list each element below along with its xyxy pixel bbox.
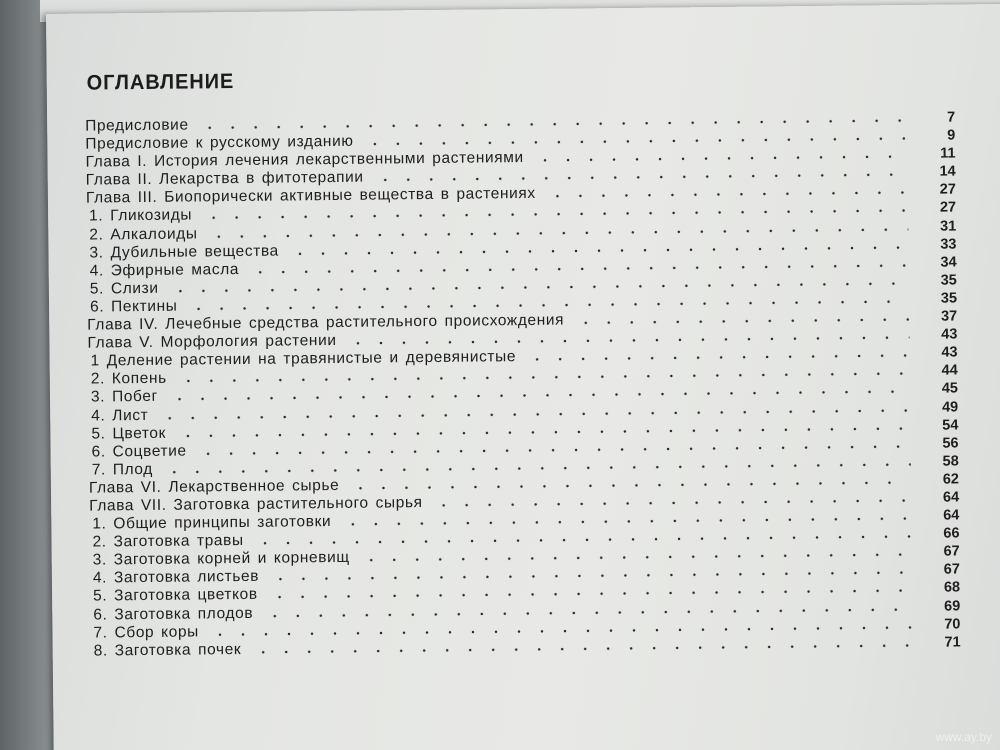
toc-page-number: 71 xyxy=(944,634,961,651)
toc-page-number: 14 xyxy=(939,163,956,180)
dot-leader xyxy=(546,191,908,198)
toc-entry-title: 1. Гликозиды xyxy=(89,206,193,226)
toc-page-number: 27 xyxy=(939,199,957,217)
page-title: ОГЛАВЛЕНИЕ xyxy=(86,70,235,95)
toc-entry-title: 1 Деление растении на травянистые и деревянистые xyxy=(90,348,517,370)
toc-entry-title: 3. Дубильные вещества xyxy=(89,242,279,262)
toc-page-number: 67 xyxy=(943,561,960,578)
book-page xyxy=(46,4,1000,750)
toc-entry-title: 4. Эфирные масла xyxy=(89,260,240,280)
toc-entry-title: 4. Лист xyxy=(91,406,149,425)
toc-entry-title: Глава VII. Заготовка растительного сырья xyxy=(89,494,423,515)
toc-page-number: 64 xyxy=(942,489,960,506)
toc-page-number: 37 xyxy=(940,308,958,325)
toc-entry-title: 7. Плод xyxy=(91,460,153,479)
dot-leader xyxy=(574,318,909,325)
toc-page-number: 62 xyxy=(942,471,960,488)
toc-entry-title: Глава IV. Лечебные средства растительного происхождения xyxy=(87,311,565,334)
toc-entry-title: Предисловие к русскому изданию xyxy=(85,132,354,153)
toc-entry-title: Предисловие xyxy=(85,116,189,135)
table-of-contents xyxy=(85,108,961,660)
toc-page-number: 33 xyxy=(940,236,957,253)
toc-page-number: 69 xyxy=(944,597,961,615)
toc-page-number: 31 xyxy=(940,218,957,235)
toc-page-number: 35 xyxy=(940,290,958,307)
dot-leader xyxy=(346,336,909,345)
dot-leader xyxy=(374,173,908,182)
toc-entry-title: Глава VI. Лекарственное сырье xyxy=(88,476,340,497)
dot-leader xyxy=(526,354,910,361)
toc-entry-title: 5. Цветок xyxy=(91,424,167,443)
toc-page-number: 70 xyxy=(944,616,961,633)
toc-page-number: 43 xyxy=(941,326,958,343)
toc-page-number: 35 xyxy=(940,272,957,289)
toc-page-number: 34 xyxy=(940,254,957,271)
toc-page-number: 45 xyxy=(941,380,959,398)
toc-page-number: 58 xyxy=(942,453,959,470)
toc-page-number: 54 xyxy=(942,417,959,434)
toc-page-number: 56 xyxy=(942,435,959,452)
toc-page-number: 11 xyxy=(940,145,956,162)
toc-entry-title: 5. Заготовка цветков xyxy=(93,586,258,605)
dot-leader xyxy=(534,155,908,162)
toc-entry-title: 2. Заготовка травы xyxy=(92,532,244,551)
toc-entry-title: 6. Соцветие xyxy=(91,442,187,461)
toc-entry-title: 6. Заготовка плодов xyxy=(93,604,254,624)
toc-page-number: 66 xyxy=(943,525,960,542)
toc-page-number: 64 xyxy=(943,507,960,524)
toc-page-number: 27 xyxy=(939,181,956,199)
watermark: www.ay.by xyxy=(935,730,992,744)
toc-entry-title: 8. Заготовка почек xyxy=(93,640,242,660)
dot-leader xyxy=(349,481,911,490)
toc-page-number: 7 xyxy=(946,109,956,126)
toc-page-number: 67 xyxy=(943,543,960,560)
toc-entry-title: 6. Пектины xyxy=(89,297,178,316)
dot-leader xyxy=(360,553,912,562)
toc-entry-title: Глава V. Морфология растении xyxy=(87,332,337,352)
toc-entry-title: Глава III. Биопорически активные вещества в растениях xyxy=(85,185,536,207)
dot-leader xyxy=(432,499,911,507)
toc-page-number: 68 xyxy=(943,579,961,597)
dot-leader xyxy=(341,517,911,526)
toc-entry-title: 4. Заготовка листьев xyxy=(92,568,260,587)
toc-entry-title: 7. Сбор коры xyxy=(93,623,199,642)
toc-entry-title: Глава II. Лекарства в фитотерапии xyxy=(85,168,364,189)
toc-entry-title: 3. Побег xyxy=(90,388,158,406)
toc-page-number: 44 xyxy=(941,362,958,379)
toc-page-number: 49 xyxy=(941,398,959,416)
toc-entry-title: 5. Слизи xyxy=(89,279,159,298)
toc-entry-title: 1. Общие принципы заготовки xyxy=(92,513,332,533)
toc-page-number: 9 xyxy=(947,127,956,144)
toc-entry-title: Глава I. История лечения лекарственными растениями xyxy=(85,149,524,171)
toc-entry-title: 2. Алкалоиды xyxy=(89,224,198,244)
toc-page-number: 43 xyxy=(941,344,958,361)
toc-entry-title: 3. Заготовка корней и корневищ xyxy=(92,549,350,569)
dot-leader xyxy=(252,644,913,654)
dot-leader xyxy=(363,137,907,146)
toc-entry-title: 2. Копень xyxy=(90,370,167,388)
